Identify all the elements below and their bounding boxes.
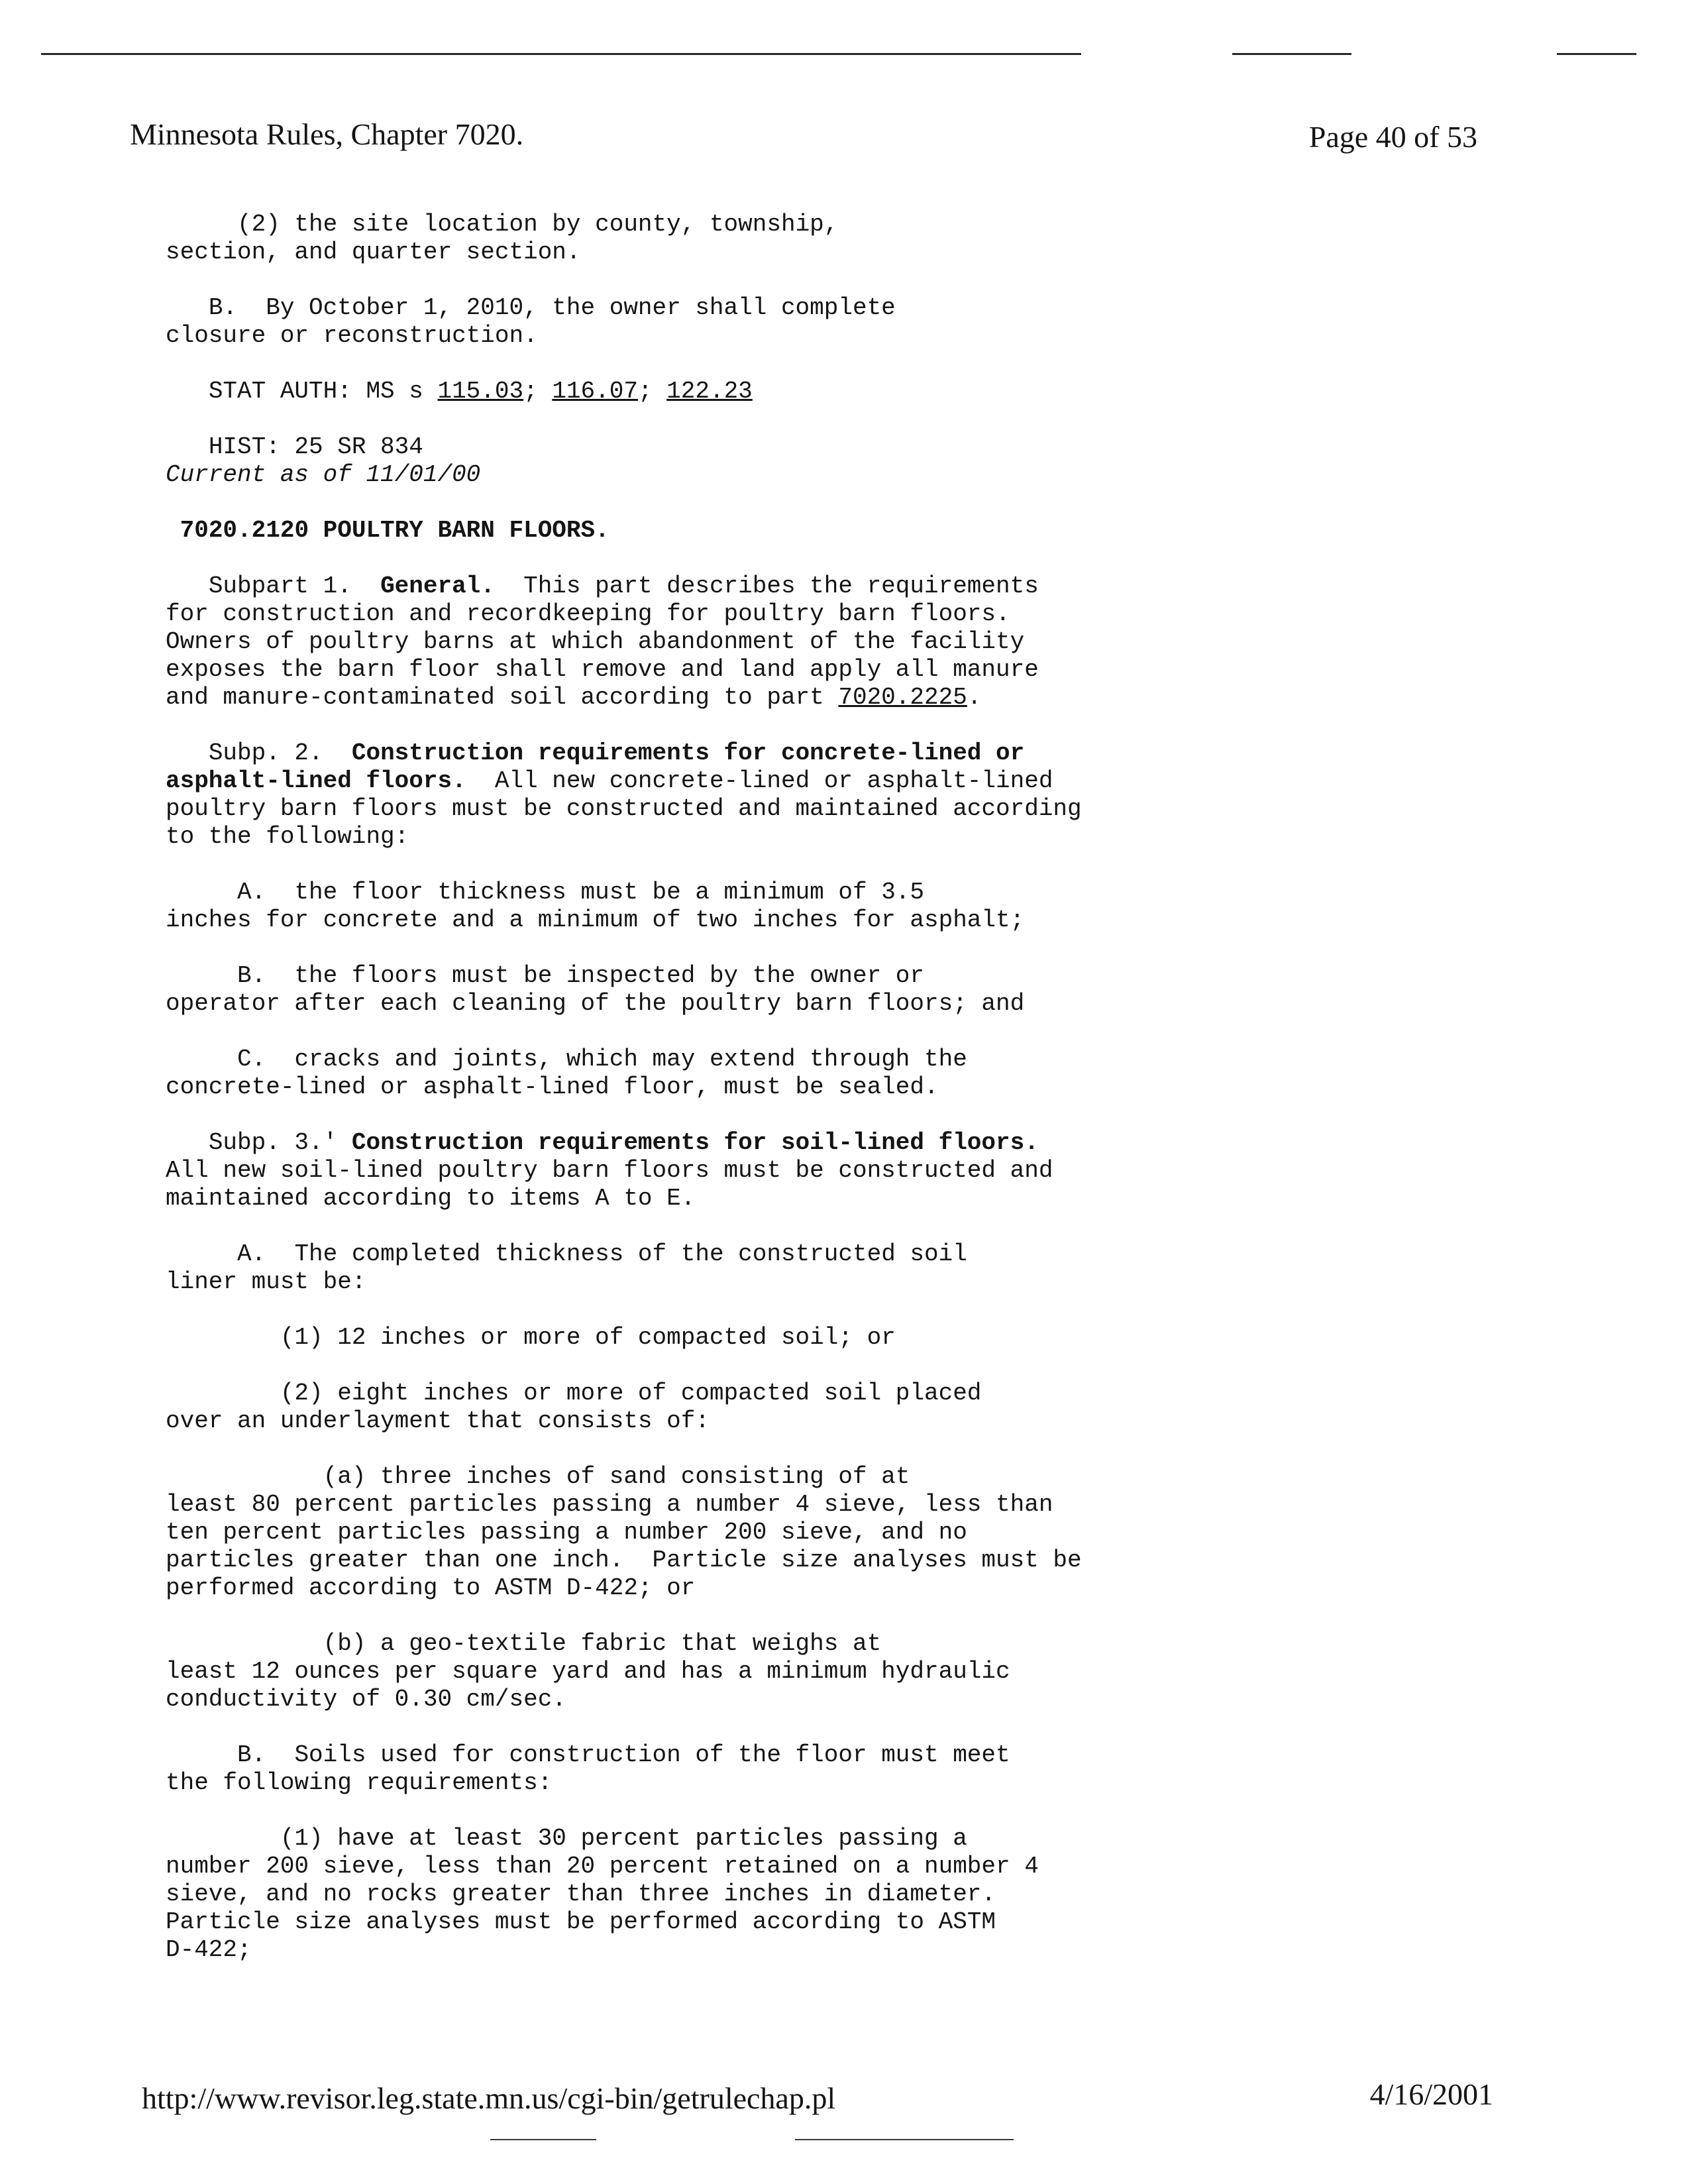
subpart-1: Subpart 1. General. This part describes the requirements for construction and recordkeeping for poultry barn floors. Owners of poultry barns at which abandonment of the facility exposes the barn floor shall remove and land apply all manure and manure-contaminated soil according to part 7020.2225. bbox=[166, 573, 1039, 711]
bottom-rule bbox=[795, 2139, 1014, 2140]
paragraph-site-location: (2) the site location by county, township, section, and quarter section. bbox=[166, 211, 839, 266]
item-3b-1: (1) have at least 30 percent particles passing a number 200 sieve, less than 20 percent retained on a number 4 sieve, and no rocks greater than three inches in diameter. Particle size analyses must be performed according to ASTM D-422; bbox=[166, 1825, 1039, 1963]
item-3a-2-a: (a) three inches of sand consisting of at least 80 percent particles passing a number 4 sieve, less than ten percent particles passing a number 200 sieve, and no particles greater than one inch. Particle size analyses must be performed according to ASTM D-422; or bbox=[166, 1463, 1082, 1602]
item-2c: C. cracks and joints, which may extend through the concrete-lined or asphalt-lined floor, must be sealed. bbox=[166, 1046, 967, 1101]
current-as-of: Current as of 11/01/00 bbox=[166, 461, 481, 488]
footer-date: 4/16/2001 bbox=[1369, 2077, 1493, 2111]
header-title: Minnesota Rules, Chapter 7020. bbox=[130, 117, 524, 151]
stat-link-115-03[interactable]: 115.03 bbox=[437, 378, 524, 405]
item-3a: A. The completed thickness of the constructed soil liner must be: bbox=[166, 1240, 967, 1295]
section-heading: 7020.2120 POULTRY BARN FLOORS. bbox=[166, 517, 610, 544]
page-number: Page 40 of 53 bbox=[1308, 120, 1477, 154]
part-link-7020-2225[interactable]: 7020.2225 bbox=[838, 684, 967, 711]
subpart-3: Subp. 3.' Construction requirements for soil-lined floors. All new soil-lined poultry barn floors must be constructed and maintained according to items A to E. bbox=[166, 1129, 1053, 1212]
stat-auth-line: STAT AUTH: MS s 115.03; 116.07; 122.23 bbox=[166, 378, 753, 405]
top-rule bbox=[1557, 53, 1636, 55]
item-3a-2: (2) eight inches or more of compacted soil placed over an underlayment that consists of: bbox=[166, 1380, 982, 1435]
item-3a-1: (1) 12 inches or more of compacted soil; or bbox=[166, 1324, 896, 1351]
footer-url[interactable]: http://www.revisor.leg.state.mn.us/cgi-bin/getrulechap.pl bbox=[142, 2081, 836, 2115]
bottom-rule bbox=[490, 2139, 596, 2140]
history-block: HIST: 25 SR 834 Current as of 11/01/00 bbox=[166, 433, 481, 488]
item-2b: B. the floors must be inspected by the owner or operator after each cleaning of the poultry barn floors; and bbox=[166, 962, 1025, 1017]
paragraph-closure-deadline: B. By October 1, 2010, the owner shall complete closure or reconstruction. bbox=[166, 294, 896, 349]
item-2a: A. the floor thickness must be a minimum of 3.5 inches for concrete and a minimum of two inches for asphalt; bbox=[166, 879, 1025, 934]
item-3a-2-b: (b) a geo-textile fabric that weighs at least 12 ounces per square yard and has a minimum hydraulic conductivity of 0.30 cm/sec. bbox=[166, 1630, 1010, 1713]
top-rule bbox=[41, 53, 1081, 55]
top-rule bbox=[1232, 53, 1352, 55]
stat-link-122-23[interactable]: 122.23 bbox=[666, 378, 753, 405]
subpart-2: Subp. 2. Construction requirements for concrete-lined or asphalt-lined floors. All new concrete-lined or asphalt-lined poultry barn floors must be constructed and maintained according to the following: bbox=[166, 739, 1082, 850]
stat-link-116-07[interactable]: 116.07 bbox=[552, 378, 638, 405]
item-3b: B. Soils used for construction of the floor must meet the following requirements: bbox=[166, 1741, 1010, 1796]
document-body bbox=[166, 211, 1424, 1964]
